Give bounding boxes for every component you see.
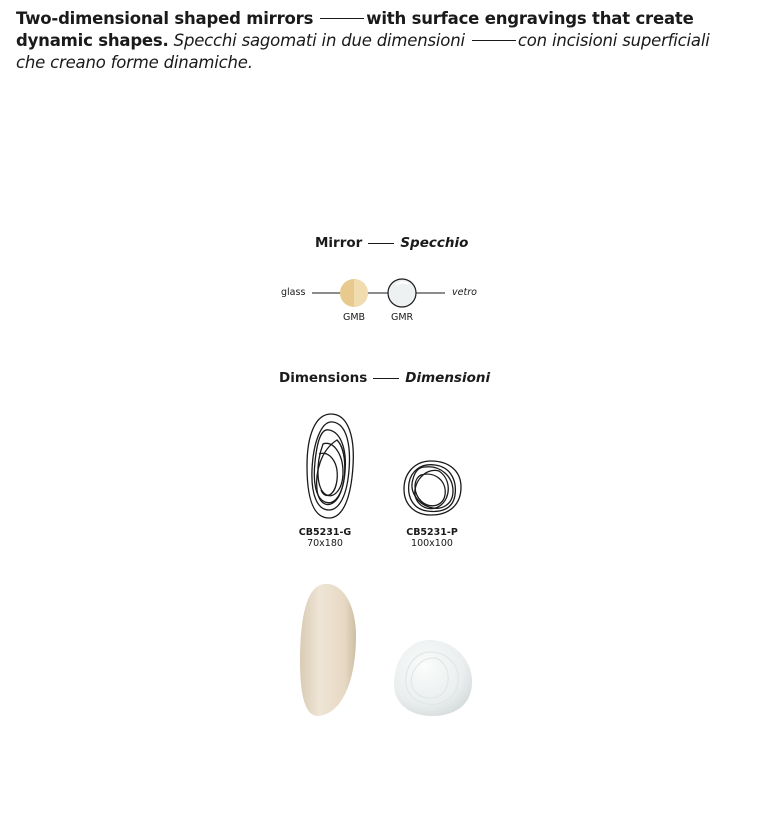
- glass-label: glass: [281, 287, 306, 298]
- dash-divider: [320, 18, 364, 19]
- mirror-section-title: [315, 235, 468, 251]
- product-g-size: 70x180: [307, 538, 343, 549]
- intro-italic-1: Specchi sagomati in due dimensioni: [173, 31, 465, 50]
- gmr-swatch: [388, 279, 416, 307]
- product-p-code: CB5231-P: [406, 527, 458, 538]
- dash-divider: [373, 378, 399, 379]
- cb5231-p-line-drawing: [401, 457, 465, 521]
- product-p-caption: [387, 527, 477, 549]
- product-g-caption: [280, 527, 370, 549]
- dimensions-title-en: Dimensions: [279, 370, 368, 386]
- dimensions-section-title: [279, 370, 490, 386]
- gmr-code: GMR: [391, 312, 414, 323]
- cb5231-g-product-image: [296, 580, 366, 720]
- intro-bold-1: Two-dimensional shaped mirrors: [16, 9, 314, 28]
- mirror-title-it: Specchio: [400, 235, 469, 251]
- intro-italic-2: con incisioni superficiali che creano forme dinamiche.: [16, 31, 710, 72]
- intro-paragraph: [16, 8, 716, 74]
- cb5231-g-line-drawing: [303, 410, 363, 522]
- dash-divider: [368, 243, 394, 244]
- product-p-size: 100x100: [411, 538, 453, 549]
- gmb-swatch: [340, 279, 368, 307]
- product-g-code: CB5231-G: [298, 527, 352, 538]
- gmb-code: GMB: [343, 312, 366, 323]
- finish-swatches: [305, 273, 465, 313]
- mirror-title-en: Mirror: [315, 235, 363, 251]
- vetro-label: vetro: [452, 287, 477, 298]
- dash-divider: [472, 40, 516, 41]
- dimensions-title-it: Dimensioni: [405, 370, 491, 386]
- cb5231-p-product-image: [390, 636, 476, 722]
- intro-bold-2: with surface engravings that create dynamic shapes.: [16, 9, 694, 50]
